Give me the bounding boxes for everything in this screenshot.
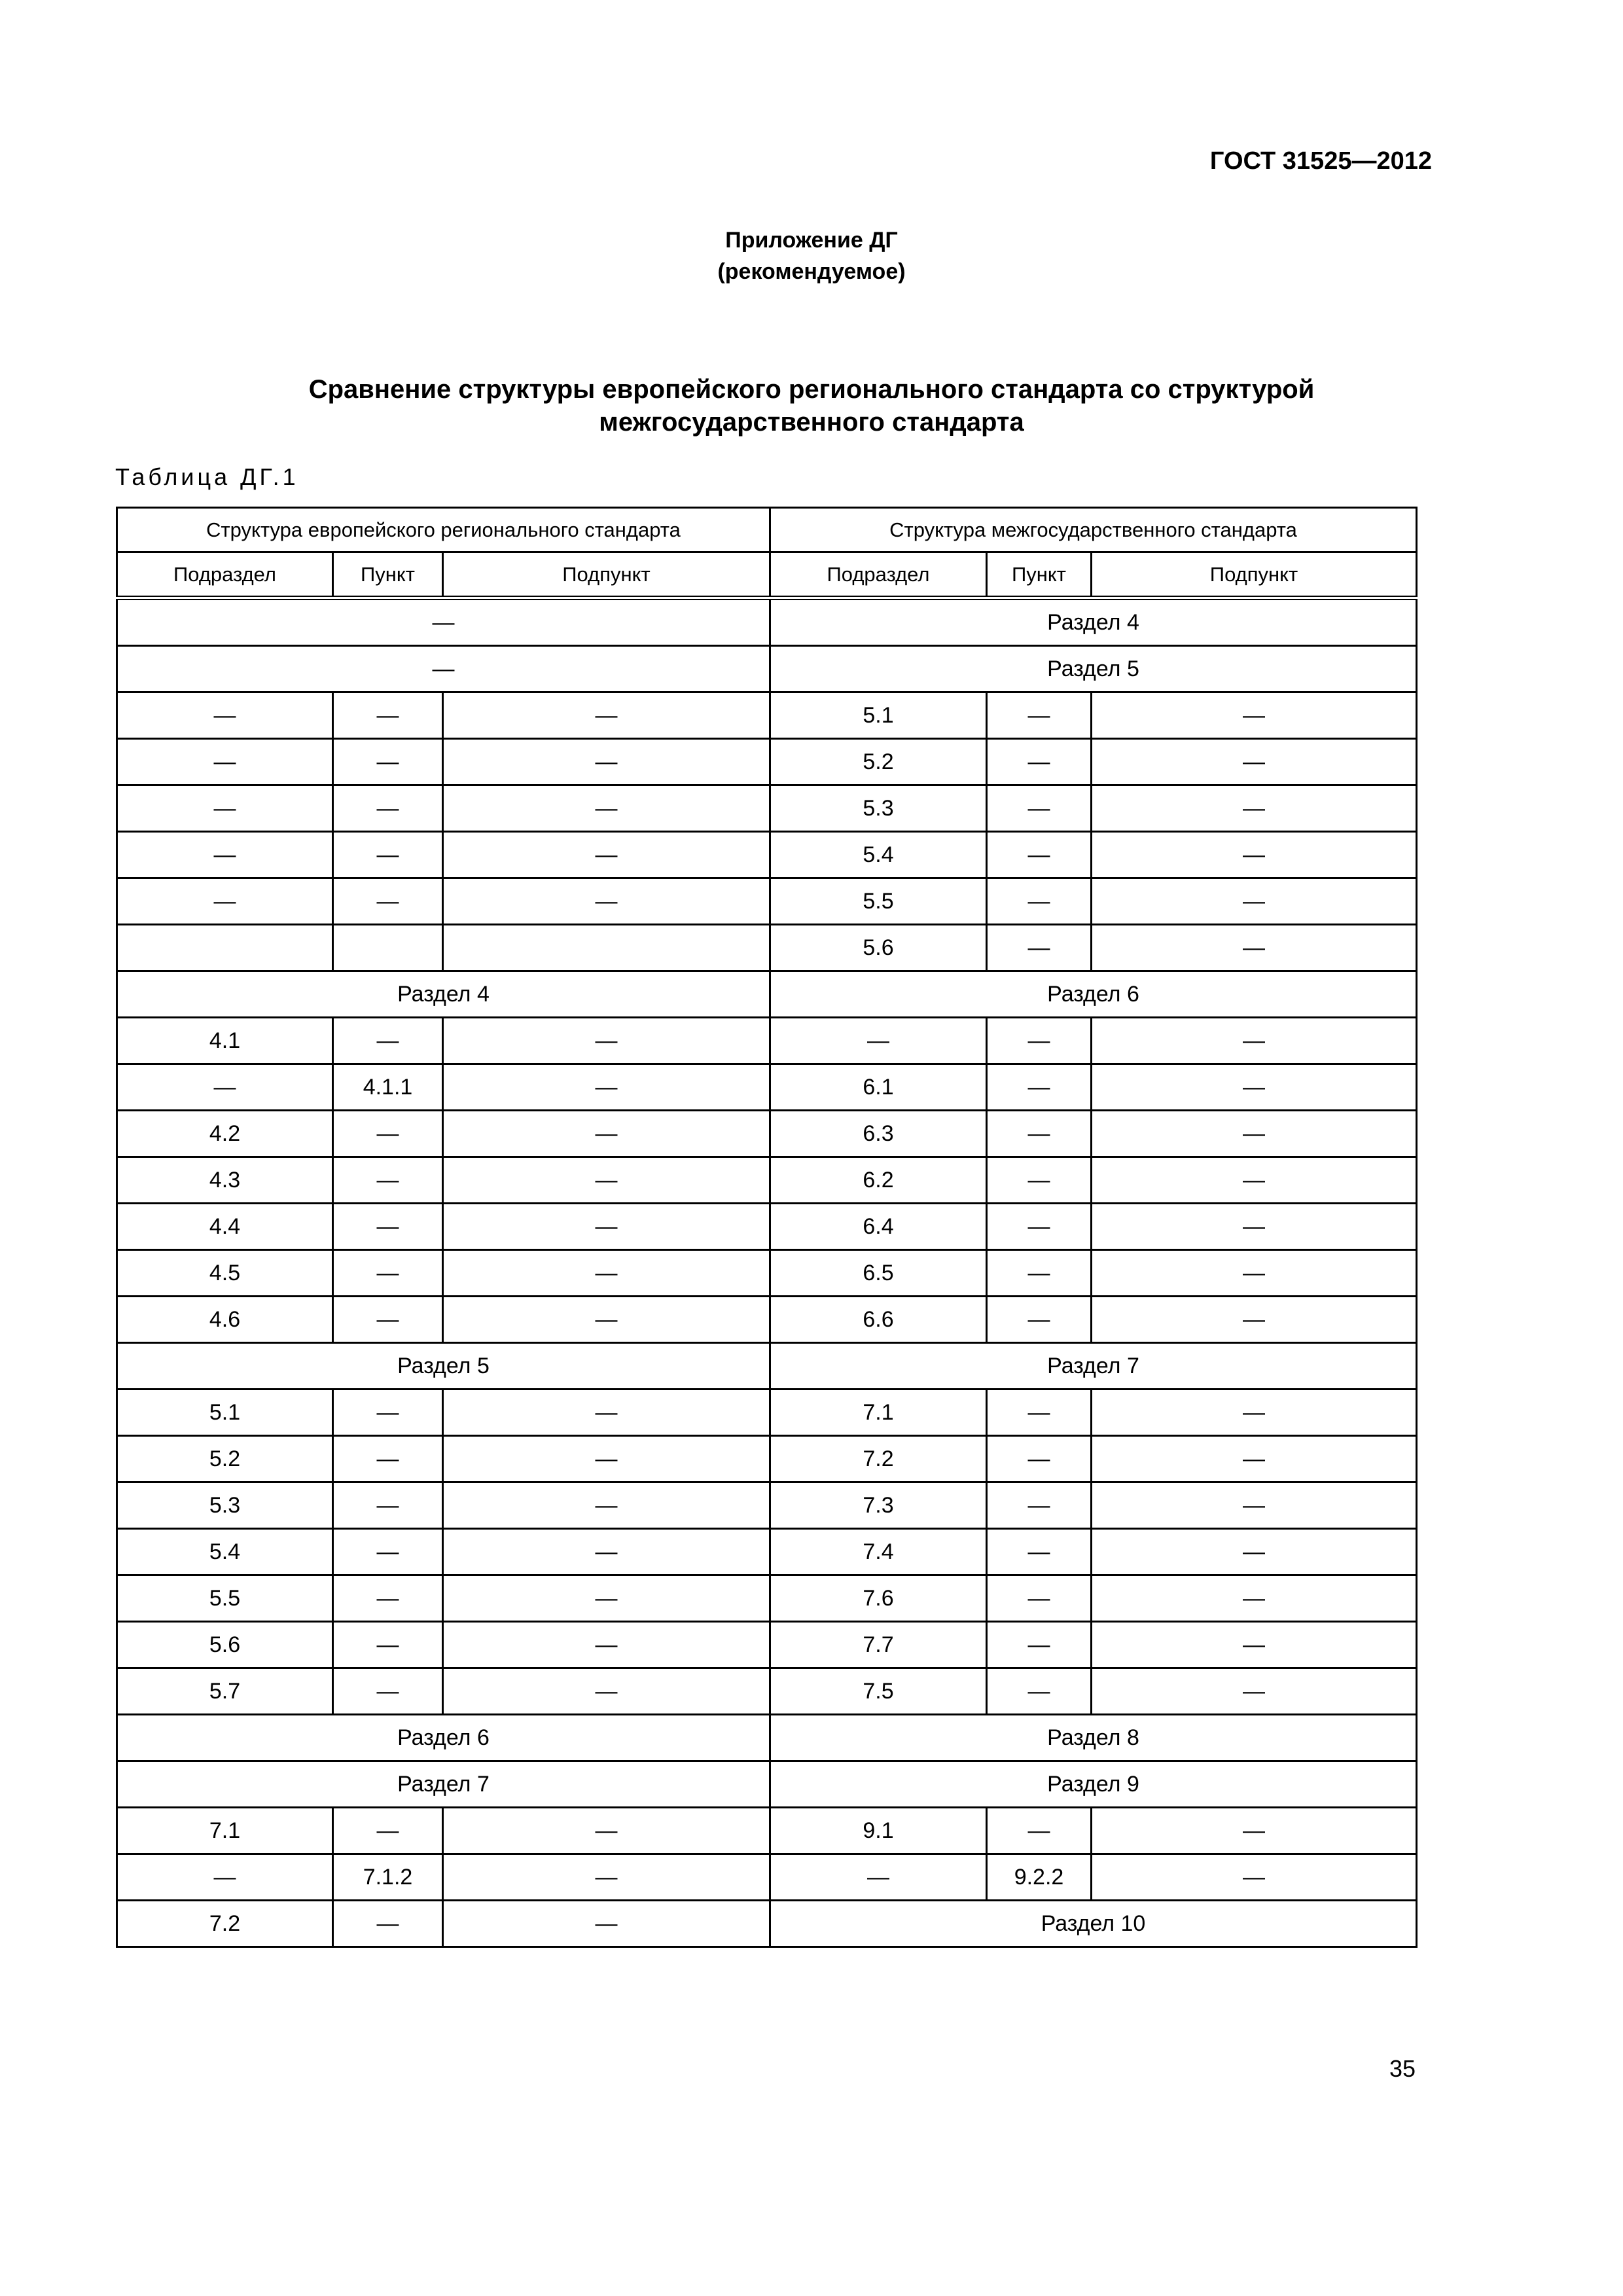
table-cell: 7.1.2 (333, 1854, 443, 1901)
table-cell: 4.6 (117, 1297, 333, 1343)
appendix-note: (рекомендуемое) (717, 259, 906, 284)
table-cell: — (1092, 1064, 1417, 1111)
table-cell: — (443, 1668, 770, 1715)
table-row (117, 598, 1417, 646)
table-cell: — (117, 1064, 333, 1111)
title-line-2: межгосударственного стандарта (599, 408, 1024, 437)
table-cell: — (443, 1901, 770, 1947)
section-cell-european: Раздел 6 (117, 1715, 770, 1761)
table-cell: — (333, 1297, 443, 1343)
table-cell: — (1092, 1297, 1417, 1343)
appendix-title: Приложение ДГ (725, 228, 898, 253)
section-cell-interstate: Раздел 4 (770, 598, 1417, 646)
table-cell: 6.1 (770, 1064, 987, 1111)
table-cell: — (333, 739, 443, 785)
table-cell: 9.1 (770, 1808, 987, 1854)
table-cell: — (117, 785, 333, 832)
table-cell: — (443, 1157, 770, 1204)
table-row (117, 925, 1417, 971)
table-row (117, 1204, 1417, 1250)
table-cell: — (117, 739, 333, 785)
table-cell: 5.3 (770, 785, 987, 832)
table-cell: — (443, 1622, 770, 1668)
comparison-table-container (116, 507, 1416, 1948)
table-cell: 7.7 (770, 1622, 987, 1668)
section-cell-european: — (117, 646, 770, 692)
section-cell-interstate: Раздел 5 (770, 646, 1417, 692)
table-cell: 7.3 (770, 1482, 987, 1529)
table-cell: — (987, 925, 1092, 971)
section-cell-european: Раздел 4 (117, 971, 770, 1018)
table-cell: — (443, 1808, 770, 1854)
table-cell: 6.5 (770, 1250, 987, 1297)
table-row (117, 1064, 1417, 1111)
group-header-interstate: Структура межгосударственного стандарта (770, 508, 1417, 552)
table-cell: — (443, 1482, 770, 1529)
table-cell: — (333, 1622, 443, 1668)
column-header-row (117, 552, 1417, 598)
table-cell: — (333, 1575, 443, 1622)
table-cell: — (333, 1204, 443, 1250)
table-cell: — (443, 1297, 770, 1343)
table-cell: — (443, 1436, 770, 1482)
table-cell: — (1092, 1250, 1417, 1297)
appendix-heading (0, 224, 1623, 287)
column-header: Пункт (987, 552, 1092, 598)
table-cell: — (117, 832, 333, 878)
section-cell-european: — (117, 598, 770, 646)
table-cell: — (987, 1808, 1092, 1854)
table-row (117, 1250, 1417, 1297)
table-row (117, 1157, 1417, 1204)
table-cell: — (1092, 1018, 1417, 1064)
table-cell: — (443, 1529, 770, 1575)
table-cell: — (987, 878, 1092, 925)
table-cell: — (1092, 739, 1417, 785)
table-cell: 4.5 (117, 1250, 333, 1297)
table-cell: — (443, 832, 770, 878)
table-cell: — (333, 1529, 443, 1575)
table-cell: — (443, 785, 770, 832)
section-cell-european: Раздел 7 (117, 1761, 770, 1808)
table-cell: — (443, 739, 770, 785)
table-cell: — (1092, 1390, 1417, 1436)
table-cell: — (987, 1622, 1092, 1668)
table-cell: 7.5 (770, 1668, 987, 1715)
table-cell: — (333, 1668, 443, 1715)
table-cell: — (987, 692, 1092, 739)
table-cell: — (987, 1575, 1092, 1622)
table-cell: 4.1.1 (333, 1064, 443, 1111)
table-row (117, 692, 1417, 739)
table-cell: — (1092, 1529, 1417, 1575)
table-cell: — (443, 1250, 770, 1297)
table-cell: — (333, 1901, 443, 1947)
table-row (117, 1482, 1417, 1529)
table-cell: 5.5 (770, 878, 987, 925)
table-cell: — (333, 785, 443, 832)
table-row (117, 1343, 1417, 1390)
section-cell-interstate: Раздел 9 (770, 1761, 1417, 1808)
table-cell: 4.1 (117, 1018, 333, 1064)
table-cell: 6.4 (770, 1204, 987, 1250)
table-row (117, 1854, 1417, 1901)
table-cell: 5.3 (117, 1482, 333, 1529)
table-cell: 5.6 (770, 925, 987, 971)
table-cell: 5.2 (117, 1436, 333, 1482)
table-cell: — (987, 1111, 1092, 1157)
column-header: Подраздел (117, 552, 333, 598)
section-cell-interstate: Раздел 6 (770, 971, 1417, 1018)
table-cell: — (770, 1854, 987, 1901)
table-row (117, 878, 1417, 925)
column-header: Подраздел (770, 552, 987, 598)
table-cell: — (1092, 1575, 1417, 1622)
table-cell: — (987, 1529, 1092, 1575)
table-cell: — (443, 1575, 770, 1622)
table-row (117, 1808, 1417, 1854)
table-cell: 7.1 (117, 1808, 333, 1854)
table-cell: — (987, 785, 1092, 832)
table-cell: — (333, 832, 443, 878)
table-cell (333, 925, 443, 971)
table-cell: 7.1 (770, 1390, 987, 1436)
table-row (117, 1575, 1417, 1622)
table-cell: — (333, 1157, 443, 1204)
table-row (117, 646, 1417, 692)
table-cell: — (443, 692, 770, 739)
table-cell: — (117, 692, 333, 739)
table-cell: — (987, 1297, 1092, 1343)
section-cell-european: Раздел 5 (117, 1343, 770, 1390)
table-cell: — (443, 1111, 770, 1157)
table-cell: — (1092, 1157, 1417, 1204)
table-cell: — (987, 832, 1092, 878)
table-row (117, 1901, 1417, 1947)
table-cell: — (1092, 692, 1417, 739)
table-cell: — (1092, 878, 1417, 925)
table-cell: 5.1 (770, 692, 987, 739)
table-cell: — (333, 878, 443, 925)
table-row (117, 1529, 1417, 1575)
table-cell: — (1092, 1482, 1417, 1529)
table-cell: — (443, 1390, 770, 1436)
table-row (117, 1018, 1417, 1064)
group-header-row (117, 508, 1417, 552)
table-cell: — (333, 1808, 443, 1854)
table-cell: — (1092, 832, 1417, 878)
table-cell: — (1092, 1808, 1417, 1854)
table-cell: — (1092, 1204, 1417, 1250)
table-cell: — (443, 1064, 770, 1111)
table-cell: — (117, 878, 333, 925)
table-cell: — (1092, 1668, 1417, 1715)
table-row (117, 739, 1417, 785)
table-body (117, 598, 1417, 1947)
table-cell: — (987, 739, 1092, 785)
table-cell: — (987, 1436, 1092, 1482)
table-row (117, 1761, 1417, 1808)
table-row (117, 1622, 1417, 1668)
table-cell: 7.2 (117, 1901, 333, 1947)
table-cell: — (1092, 785, 1417, 832)
table-cell: — (443, 1854, 770, 1901)
table-cell: — (117, 1854, 333, 1901)
document-header: ГОСТ 31525—2012 (1209, 147, 1432, 175)
table-cell: — (333, 1250, 443, 1297)
table-cell: — (987, 1157, 1092, 1204)
table-cell: 5.7 (117, 1668, 333, 1715)
table-cell: — (987, 1482, 1092, 1529)
column-header: Пункт (333, 552, 443, 598)
table-row (117, 1111, 1417, 1157)
table-cell: — (987, 1018, 1092, 1064)
table-cell (117, 925, 333, 971)
table-cell: 6.2 (770, 1157, 987, 1204)
table-cell: — (443, 1204, 770, 1250)
comparison-table (116, 507, 1418, 1948)
column-header: Подпункт (443, 552, 770, 598)
table-cell: 4.2 (117, 1111, 333, 1157)
table-row (117, 971, 1417, 1018)
table-cell: — (443, 1018, 770, 1064)
table-row (117, 832, 1417, 878)
table-cell: — (333, 1111, 443, 1157)
group-header-european: Структура европейского регионального стандарта (117, 508, 770, 552)
table-row (117, 1715, 1417, 1761)
table-cell (443, 925, 770, 971)
table-cell: — (987, 1390, 1092, 1436)
column-header: Подпункт (1092, 552, 1417, 598)
table-cell: — (333, 1436, 443, 1482)
section-cell-interstate: Раздел 10 (770, 1901, 1417, 1947)
table-cell: — (987, 1064, 1092, 1111)
table-row (117, 1668, 1417, 1715)
section-cell-interstate: Раздел 8 (770, 1715, 1417, 1761)
table-cell: — (1092, 925, 1417, 971)
table-cell: 5.5 (117, 1575, 333, 1622)
table-cell: 5.2 (770, 739, 987, 785)
table-cell: — (1092, 1854, 1417, 1901)
table-cell: 6.6 (770, 1297, 987, 1343)
table-cell: 4.4 (117, 1204, 333, 1250)
table-cell: — (1092, 1436, 1417, 1482)
page-number: 35 (1389, 2055, 1416, 2082)
table-cell: 4.3 (117, 1157, 333, 1204)
table-cell: 7.4 (770, 1529, 987, 1575)
table-cell: — (770, 1018, 987, 1064)
table-caption: Таблица ДГ.1 (115, 463, 299, 490)
table-cell: — (1092, 1622, 1417, 1668)
table-cell: — (333, 692, 443, 739)
table-cell: — (333, 1018, 443, 1064)
table-row (117, 1436, 1417, 1482)
table-cell: — (443, 878, 770, 925)
table-cell: 5.6 (117, 1622, 333, 1668)
title-line-1: Сравнение структуры европейского регионального стандарта со структурой (308, 375, 1315, 404)
table-cell: 7.2 (770, 1436, 987, 1482)
table-cell: — (333, 1390, 443, 1436)
section-cell-interstate: Раздел 7 (770, 1343, 1417, 1390)
table-row (117, 1297, 1417, 1343)
table-cell: 7.6 (770, 1575, 987, 1622)
table-cell: 9.2.2 (987, 1854, 1092, 1901)
table-cell: — (987, 1204, 1092, 1250)
table-cell: — (987, 1668, 1092, 1715)
table-row (117, 785, 1417, 832)
table-row (117, 1390, 1417, 1436)
table-cell: 6.3 (770, 1111, 987, 1157)
table-cell: 5.4 (117, 1529, 333, 1575)
table-cell: 5.1 (117, 1390, 333, 1436)
document-title (0, 373, 1623, 439)
table-cell: — (987, 1250, 1092, 1297)
table-cell: 5.4 (770, 832, 987, 878)
table-cell: — (333, 1482, 443, 1529)
table-cell: — (1092, 1111, 1417, 1157)
